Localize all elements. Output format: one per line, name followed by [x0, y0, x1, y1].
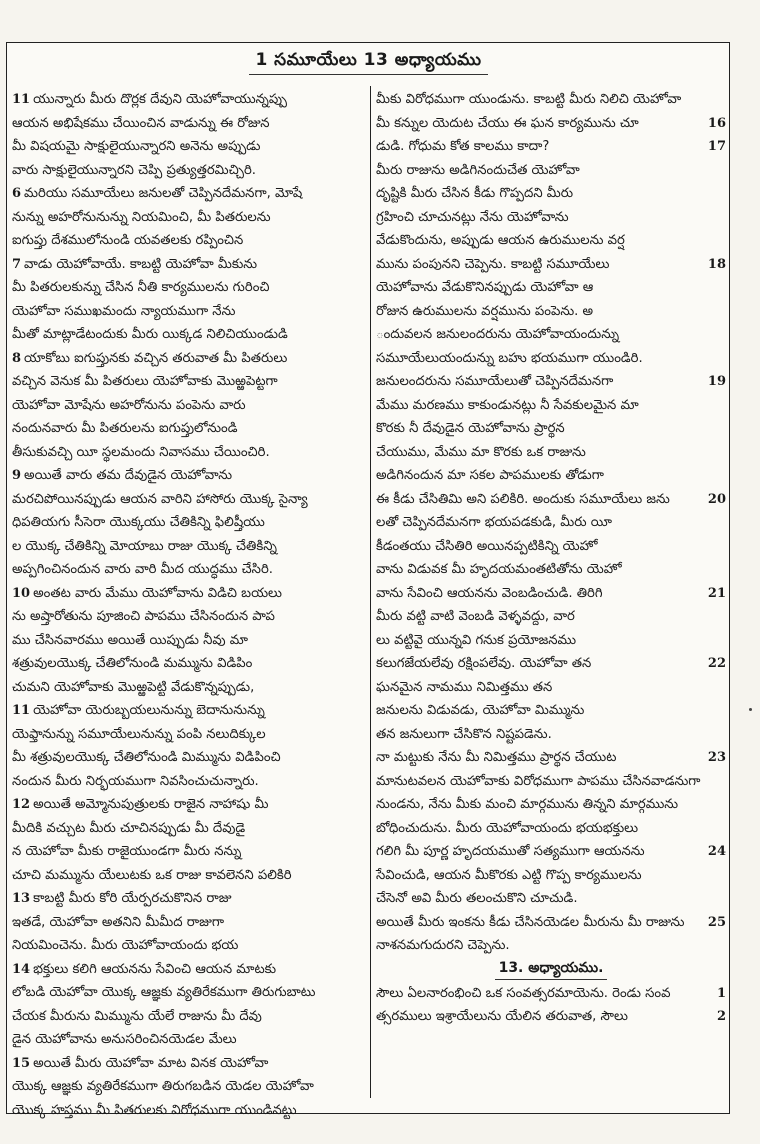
line-text: జనులందరును సమూయేలుతో చెప్పినదేమనగా	[376, 374, 614, 389]
text-line	[12, 1028, 364, 1052]
line-text: మును పంపునని చెప్పెను. కాబట్టి సమూయేలు	[376, 256, 610, 272]
text-line	[12, 1099, 364, 1123]
line-text: యాకోబు ఐగుప్తునకు వచ్చిన తరువాత మీ పితరులు	[24, 350, 288, 366]
text-line	[376, 817, 726, 841]
text-line	[376, 229, 726, 253]
text-line	[376, 652, 726, 676]
text-line	[12, 887, 364, 911]
text-line	[12, 88, 364, 112]
line-text: ఈ కీడు చేసితిమి అని పలికిరి. అందుకు సమూయేలు జను	[376, 491, 670, 507]
text-line	[376, 558, 726, 582]
line-text: చేసెనో అవి మీరు తలంచుకొని చూచుడి.	[376, 891, 578, 906]
line-text: అయితే మీరు యెహోవా మాట వినక యెహోవా	[33, 1055, 269, 1071]
line-text: మీ పితరులకున్ను చేసిన నీతి కార్యములను గురించి	[12, 280, 270, 295]
text-line	[12, 911, 364, 935]
line-text: మరచిపోయినప్పుడు ఆయన వారిని హాసోరు యొక్క సైన్యా	[12, 491, 308, 507]
line-text: జనులను విడువడు, యెహోవా మిమ్మును	[376, 703, 585, 718]
text-line	[376, 582, 726, 606]
text-line	[12, 864, 364, 888]
verse-number: 7	[12, 256, 22, 272]
text-line	[376, 323, 726, 347]
verse-number: 12	[12, 797, 31, 812]
text-line	[12, 253, 364, 277]
line-text: వారు సాక్షులైయున్నారని చెప్పి ప్రత్యుత్తరమిచ్చిరి.	[12, 162, 256, 178]
text-line	[376, 676, 726, 700]
text-line	[376, 887, 726, 911]
line-text: కలుగజేయలేవు రక్షింపలేవు. యెహోవా తన	[376, 656, 592, 671]
text-line	[376, 206, 726, 230]
verse-number: 22	[707, 656, 726, 671]
text-line	[376, 347, 726, 371]
line-text: చూచి మమ్మును యేలుటకు ఒక రాజు కావలెనని పలికిరి	[12, 867, 292, 883]
line-text: యెఫ్తానున్ను సమూయేలునున్ను పంపి నలుదిక్కుల	[12, 726, 266, 742]
line-text: వేడుకొందును, అప్పుడు ఆయన ఉరుములను వర్ష	[376, 233, 625, 248]
text-line	[376, 441, 726, 465]
text-line	[12, 981, 364, 1005]
text-line	[376, 723, 726, 747]
text-line	[12, 676, 364, 700]
line-text: నియమించెను. మీరు యెహోవాయందు భయ	[12, 938, 239, 953]
chapter-heading	[376, 958, 726, 982]
line-text: న యెహోవా మీకు రాజైయుండగా మీరు నన్ను	[12, 844, 242, 859]
text-line	[12, 629, 364, 653]
text-line	[12, 464, 364, 488]
line-text: సౌలు ఏలనారంభించి ఒక సంవత్సరమాయెను. రెండు సంవ	[376, 985, 671, 1001]
verse-number: 6	[12, 186, 22, 201]
line-text: లతో చెప్పినదేమనగా భయపడకుడి, మీరు యీ	[376, 515, 612, 530]
line-text: మీరు వట్టి వాటి వెంబడి వెళ్ళవద్దు, వార	[376, 609, 575, 624]
text-line	[376, 488, 726, 512]
line-text: వాడు యెహోవాయే. కాబట్టి యెహోవా మీకును	[24, 256, 258, 272]
line-text: ఘనమైన నామము నిమిత్తము తన	[376, 679, 553, 695]
text-line	[376, 394, 726, 418]
text-line	[12, 394, 364, 418]
line-text: మీ విషయమై సాక్షులైయున్నారని అనెను అప్పుడు	[12, 139, 261, 154]
text-line	[376, 699, 726, 723]
text-line	[12, 582, 364, 606]
text-line	[12, 370, 364, 394]
line-text: ము చేసినవారము అయితే యిప్పుడు నీవు మా	[12, 632, 248, 648]
verse-number: 17	[707, 139, 726, 154]
text-line	[376, 934, 726, 958]
text-line	[12, 770, 364, 794]
line-text: ను అష్తారోతును పూజించి పాపము చేసినందున పాప	[12, 609, 275, 624]
line-text: కీడంతయు చేసితిరి అయినప్పటికిన్ని యెహో	[376, 538, 598, 554]
text-line	[376, 746, 726, 770]
text-line	[12, 605, 364, 629]
line-text: సేవించుడి, ఆయన మీకొరకు ఎట్టి గొప్ప కార్యములను	[376, 867, 642, 883]
line-text: యెహోవా మోషేను అహరోనును పంపెను వారు	[12, 397, 246, 413]
verse-number: 18	[707, 256, 726, 272]
text-line	[12, 347, 364, 371]
text-line	[12, 276, 364, 300]
line-text: కాబట్టి మీరు కోరి యేర్పరచుకొనిన రాజు	[33, 891, 232, 906]
line-text: నాశనమగుదురని చెప్పెను.	[376, 938, 510, 953]
line-text: నుండను, నేను మీకు మంచి మార్గమును తిన్నని మార్గమును	[376, 797, 679, 812]
text-line	[376, 253, 726, 277]
text-line	[12, 417, 364, 441]
line-text: అప్పగించినందున వారు వారి మీద యుద్ధము చేసిరి.	[12, 562, 273, 577]
line-text: గలిగి మీ పూర్ణ హృదయముతో సత్యముగా ఆయనను	[376, 844, 645, 859]
text-line	[376, 629, 726, 653]
verse-number: 15	[12, 1055, 31, 1071]
text-line	[12, 1052, 364, 1076]
line-text: అంతట వారు మేము యెహోవాను విడిచి బయలు	[33, 585, 282, 601]
text-line	[12, 535, 364, 559]
line-text: అడిగినందున మా సకల పాపములకు తోడుగా	[376, 468, 604, 483]
line-text: అయితే అమ్మోనుపుత్రులకు రాజైన నాహాషు మీ	[33, 797, 269, 812]
line-text: తన జనులుగా చేసికొన నిష్టపడెను.	[376, 726, 552, 742]
page-title: 1 సమూయేలు 13 అధ్యాయము	[249, 50, 487, 75]
line-text: యెహోవాను వేడుకొనినప్పుడు యెహోవా ఆ	[376, 280, 594, 295]
column-divider	[370, 86, 371, 1098]
line-text: వాను సేవించి ఆయనను వెంబడించుడి. తిరిగి	[376, 585, 603, 601]
text-line	[12, 746, 364, 770]
text-line	[376, 112, 726, 136]
text-line	[12, 441, 364, 465]
text-line	[12, 488, 364, 512]
line-text: ఇతడే, యెహోవా అతనిని మీమీద రాజుగా	[12, 914, 225, 930]
text-line	[12, 958, 364, 982]
text-line	[12, 840, 364, 864]
text-line	[376, 511, 726, 535]
text-line	[12, 323, 364, 347]
verse-number: 20	[707, 491, 726, 507]
verse-number: 14	[12, 961, 31, 977]
line-text: వచ్చిన వెనుక మీ పితరులు యెహోవాకు మొఱ్ఱపెట్టగా	[12, 374, 278, 389]
line-text: బోధించుదును. మీరు యెహోవాయందు భయభక్తులు	[376, 820, 639, 836]
line-text: యెహోవా సముఖమందు న్యాయముగా నేను	[12, 303, 236, 319]
line-text: వాను విడువక మీ హృదయమంతటితోను యెహో	[376, 562, 622, 577]
line-text: గ్రహించి చూచునట్లు నేను యెహోవాను	[376, 209, 569, 225]
line-text: మానుటవలన యెహోవాకు విరోధముగా పాపము చేసినవాడనుగా	[376, 773, 701, 789]
text-line	[376, 770, 726, 794]
verse-number: 2	[716, 1009, 726, 1024]
text-line	[12, 229, 364, 253]
text-line	[12, 817, 364, 841]
line-text: చేయుము, మేము మా కొరకు ఒక రాజును	[376, 444, 586, 460]
line-text: నందున మీరు నిర్భయముగా నివసించుచున్నారు.	[12, 773, 259, 789]
text-line	[12, 159, 364, 183]
page-header	[6, 40, 731, 84]
text-line	[376, 300, 726, 324]
text-line	[12, 182, 364, 206]
text-line	[12, 723, 364, 747]
line-text: కొరకు నీ దేవుడైన యెహోవాను ప్రార్థన	[376, 421, 565, 436]
left-column	[12, 88, 364, 1118]
verse-number: 11	[12, 703, 31, 718]
line-text: మీతో మాట్లాడేటందుకు మీరు యిక్కడ నిలిచియుండుడి	[12, 327, 288, 342]
line-text: ధిపతియగు సీసెరా యొక్కయు చేతికిన్ని ఫిలిష్తీయు	[12, 515, 265, 530]
line-text: యున్నారు మీరు దొర్లక దేవుని యెహోవాయున్నప్పు	[33, 92, 287, 107]
verse-number: 9	[12, 468, 22, 483]
text-line	[376, 464, 726, 488]
line-text: మీ కన్నుల యెదుట చేయు ఈ ఘన కార్యమును చూ	[376, 115, 639, 131]
line-text: ఆయన అభిషేకము చేయించిన వాడున్ను ఈ రోజున	[12, 115, 270, 131]
verse-number: 24	[707, 844, 726, 859]
line-text: ందువలన జనులందరును యెహోవాయందున్ను	[376, 327, 620, 342]
verse-number: 25	[707, 914, 726, 930]
verse-number: 23	[707, 750, 726, 765]
line-text: త్సరములు ఇశ్రాయేలును యేలిన తరువాత, సౌలు	[376, 1009, 628, 1024]
chapter-heading-text: 13. అధ్యాయము.	[495, 960, 608, 980]
line-text: ల యొక్క చేతికిన్ని మోయాబు రాజు యొక్క చేతికిన్ని	[12, 538, 277, 554]
verse-number: 19	[707, 374, 726, 389]
line-text: డైన యెహోవాను అనుసరించినయెడల మేలు	[12, 1032, 237, 1047]
line-text: చేయక మీరును మిమ్మును యేలే రాజును మీ దేవు	[12, 1008, 262, 1024]
line-text: యొక్క ఆజ్ఞకు వ్యతిరేకముగా తిరుగబడిన యెడల యెహోవా	[12, 1079, 314, 1094]
text-line	[376, 182, 726, 206]
text-line	[376, 911, 726, 935]
line-text: మరియు సమూయేలు జనులతో చెప్పినదేమనగా, మోషే	[24, 186, 303, 201]
text-line	[376, 276, 726, 300]
line-text: తీసుకువచ్చి యీ స్థలమందు నివాసము చేయించిరి.	[12, 444, 270, 460]
verse-number: 8	[12, 350, 22, 366]
verse-number: 10	[12, 585, 31, 601]
text-line	[12, 206, 364, 230]
line-text: లు వట్టివై యున్నవి గనుక ప్రయోజనము	[376, 632, 577, 648]
line-text: అయితే మీరు ఇంకను కీడు చేసినయెడల మీరును మీ రాజును	[376, 914, 685, 930]
line-text: దృష్టికి మీరు చేసిన కీడు గొప్పదని మీరు	[376, 186, 574, 201]
line-text: సమూయేలుయందున్ను బహు భయముగా యుండిరి.	[376, 350, 643, 366]
line-text: నున్ను అహరోనునున్ను నియమించి, మీ పితరులను	[12, 209, 271, 225]
line-text: మీ శత్రువులయొక్క చేతిలోనుండి మిమ్మును విడిపించి	[12, 750, 281, 765]
line-text: చుమని యెహోవాకు మొఱ్ఱపెట్టి వేడుకొన్నప్పుడు,	[12, 679, 255, 695]
line-text: మీరు రాజును అడిగినందుచేత యెహోవా	[376, 162, 580, 178]
text-line	[12, 112, 364, 136]
line-text: ఐగుప్తు దేశములోనుండి యవతలకు రప్పించిన	[12, 233, 244, 248]
text-line	[376, 840, 726, 864]
line-text: యెహోవా యెరుబ్బయలునున్ను బెదానునున్ను	[33, 703, 265, 718]
line-text: మీకు విరోధముగా యుండును. కాబట్టి మీరు నిలిచి యెహోవా	[376, 92, 682, 107]
text-line	[376, 417, 726, 441]
text-line	[12, 793, 364, 817]
text-line	[376, 88, 726, 112]
text-line	[12, 300, 364, 324]
text-line	[12, 558, 364, 582]
line-text: లోబడి యెహోవా యొక్క ఆజ్ఞకు వ్యతిరేకముగా తిరుగుబాటు	[12, 985, 316, 1000]
verse-number: 1	[716, 985, 726, 1001]
text-line	[12, 652, 364, 676]
text-line	[12, 934, 364, 958]
line-text: మీదికి వచ్చుట మీరు చూచినప్పుడు మీ దేవుడై	[12, 820, 246, 836]
text-line	[376, 159, 726, 183]
line-text: భక్తులు కలిగి ఆయనను సేవించి ఆయన మాటకు	[33, 961, 277, 977]
verse-number: 13	[12, 891, 31, 906]
margin-dot	[749, 708, 752, 711]
line-text: శత్రువులయొక్క చేతిలోనుండి మమ్మును విడిపిం	[12, 656, 253, 671]
line-text: మేము మరణము కాకుండునట్లు నీ సేవకులమైన మా	[376, 397, 639, 413]
text-line	[376, 982, 726, 1006]
verse-number: 16	[707, 115, 726, 131]
text-line	[12, 1075, 364, 1099]
line-text: యొక్క హస్తము మీ పితరులకు విరోధముగా యుండినట్టు	[12, 1102, 297, 1118]
text-line	[12, 699, 364, 723]
line-text: డుడి. గోధుమ కోత కాలము కాదా?	[376, 139, 550, 154]
line-text: అయితే వారు తమ దేవుడైన యెహోవాను	[24, 468, 233, 483]
text-line	[376, 535, 726, 559]
text-line	[12, 135, 364, 159]
line-text: నా మట్టుకు నేను మీ నిమిత్తము ప్రార్థన చేయుట	[376, 750, 617, 765]
text-line	[12, 511, 364, 535]
text-line	[376, 370, 726, 394]
verse-number: 11	[12, 92, 31, 107]
text-line	[376, 1005, 726, 1029]
text-line	[376, 605, 726, 629]
text-line	[376, 864, 726, 888]
line-text: నందునవారు మీ పితరులను ఐగుప్తులోనుండి	[12, 421, 238, 436]
text-line	[376, 793, 726, 817]
text-line	[12, 1005, 364, 1029]
text-line	[376, 135, 726, 159]
right-column	[376, 88, 726, 1100]
line-text: రోజున ఉరుములను వర్షమును పంపెను. అ	[376, 303, 594, 319]
verse-number: 21	[707, 585, 726, 601]
